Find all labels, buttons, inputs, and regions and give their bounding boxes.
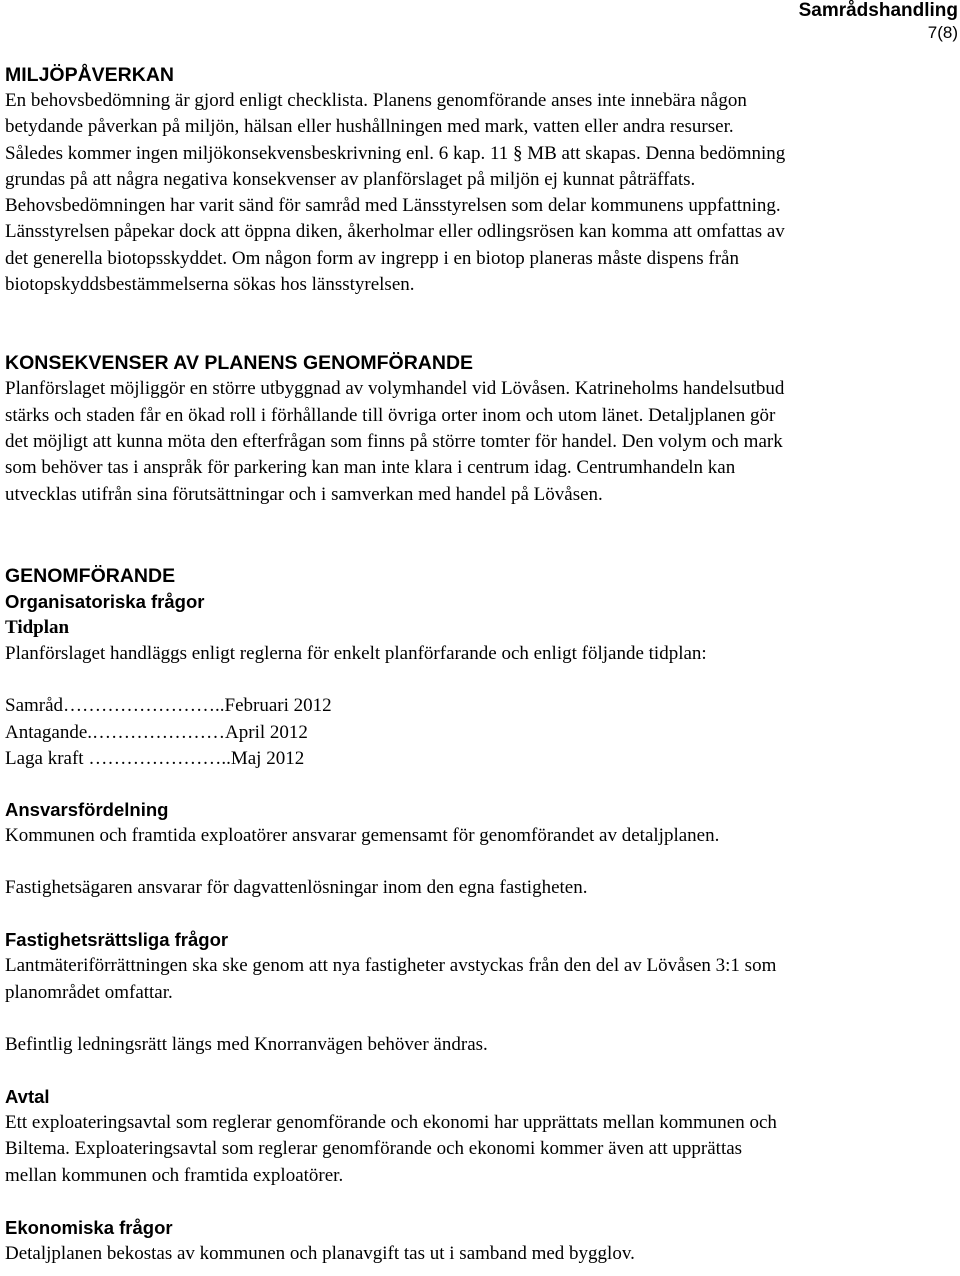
paragraph-line: betydande påverkan på miljön, hälsan eller hushållningen med mark, vatten eller andra resurser. [5, 116, 734, 138]
paragraph-line: utvecklas utifrån sina förutsättningar och i samverkan med handel på Lövåsen. [5, 483, 603, 505]
page-header [799, 0, 958, 44]
timeline-item-laga-kraft: Laga kraft …………………..Maj 2012 [5, 748, 305, 770]
paragraph-line: Således kommer ingen miljökonsekvensbeskrivning enl. 6 kap. 11 § MB att skapas. Denna bedömning [5, 142, 786, 164]
subheading-ansvarsfordelning: Ansvarsfördelning [5, 798, 169, 820]
ekonomi-text: Detaljplanen bekostas av kommunen och planavgift tas ut i samband med bygglov. [5, 1243, 635, 1265]
subheading-organisatoriska: Organisatoriska frågor [5, 590, 205, 612]
section-heading-miljopaverkan: MILJÖPÅVERKAN [5, 64, 175, 86]
page-number: 7(8) [927, 23, 958, 42]
paragraph-line: planområdet omfattar. [5, 981, 173, 1003]
spacer [5, 298, 957, 350]
spacer [5, 849, 957, 875]
spacer [5, 773, 957, 797]
paragraph-line: det generella biotopsskyddet. Om någon form av ingrepp i en biotop planeras måste dispens från [5, 247, 739, 269]
spacer [5, 1189, 957, 1215]
paragraph-line: Behovsbedömningen har varit sänd för samråd med Länsstyrelsen som delar kommunens uppfattning. [5, 195, 781, 217]
subheading-tidplan: Tidplan [5, 616, 70, 638]
timeline-item-antagande: Antagande.…………………April 2012 [5, 721, 308, 743]
paragraph-line: Planförslaget möjliggör en större utbyggnad av volymhandel vid Lövåsen. Katrineholms handelsutbud [5, 378, 785, 400]
paragraph-line: stärks och staden får en ökad roll i förhållande till övriga orter inom och utom länet. Detaljplanen gör [5, 404, 776, 426]
paragraph-line: grundas på att några negativa konsekvenser av planförslaget på miljön ej kunnat påträffats. [5, 168, 696, 190]
paragraph-line: Biltema. Exploateringsavtal som reglerar genomförande och ekonomi kommer även att upprättas [5, 1138, 743, 1160]
paragraph-line: Ett exploateringsavtal som reglerar genomförande och ekonomi har upprättats mellan kommunen och [5, 1112, 777, 1134]
document-body [5, 62, 957, 1267]
ansvar-text: Kommunen och framtida exploatörer ansvarar gemensamt för genomförandet av detaljplanen. [5, 824, 720, 846]
subheading-ekonomiska: Ekonomiska frågor [5, 1217, 173, 1239]
paragraph-line: Länsstyrelsen påpekar dock att öppna diken, åkerholmar eller odlingsrösen kan komma att omfattas av [5, 221, 785, 243]
timeline-item-samrad: Samråd……………………..Februari 2012 [5, 695, 332, 717]
subheading-fastighetsrattsliga: Fastighetsrättsliga frågor [5, 929, 229, 951]
spacer [5, 901, 957, 927]
fastighet-text-2: Befintlig ledningsrätt längs med Knorranvägen behöver ändras. [5, 1033, 488, 1055]
section-heading-konsekvenser: KONSEKVENSER AV PLANENS GENOMFÖRANDE [5, 352, 474, 375]
paragraph-line: biotopskyddsbestämmelserna sökas hos länsstyrelsen. [5, 274, 415, 296]
spacer [5, 1006, 957, 1032]
ansvar-text-2: Fastighetsägaren ansvarar för dagvattenlösningar inom den egna fastigheten. [5, 876, 588, 898]
paragraph-line: En behovsbedömning är gjord enligt checklista. Planens genomförande anses inte innebära någon [5, 90, 747, 111]
document-status: Samrådshandling [798, 0, 958, 21]
spacer [5, 1058, 957, 1084]
spacer [5, 508, 957, 563]
subheading-avtal: Avtal [5, 1086, 50, 1108]
paragraph-line: mellan kommunen och framtida exploatörer. [5, 1164, 344, 1186]
section-heading-genomforande: GENOMFÖRANDE [5, 564, 176, 587]
paragraph-line: det möjligt att kunna möta den efterfrågan som finns på större tomter för handel. Den volym och mark [5, 430, 783, 452]
paragraph-line: Lantmäteriförrättningen ska ske genom att nya fastigheter avstyckas från den del av Lövåsen 3:1 som [5, 955, 777, 977]
paragraph-line: som behöver tas i anspråk för parkering kan man inte klara i centrum idag. Centrumhandeln kan [5, 457, 736, 479]
spacer [5, 667, 957, 693]
tidplan-text: Planförslaget handläggs enligt reglerna för enkelt planförfarande och enligt följande tidplan: [5, 642, 707, 664]
